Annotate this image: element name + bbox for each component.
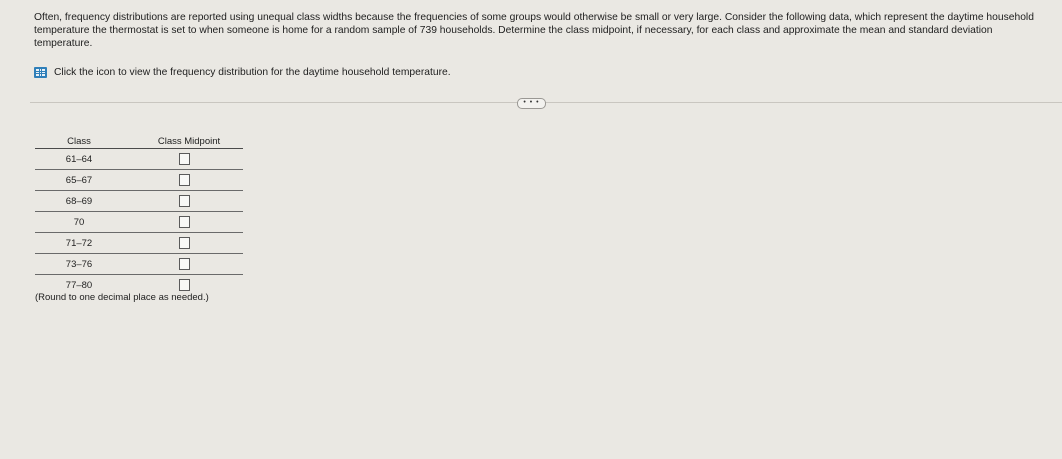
midpoint-input[interactable] (179, 174, 190, 186)
table-row (35, 170, 243, 191)
header-class: Class (67, 135, 91, 147)
icon-prompt-line (34, 66, 451, 79)
class-cell: 77–80 (65, 279, 93, 291)
table-row (35, 212, 243, 233)
class-cell: 71–72 (65, 237, 93, 249)
midpoint-table (35, 134, 243, 295)
table-row (35, 233, 243, 254)
table-row (35, 191, 243, 212)
table-row (35, 254, 243, 275)
midpoint-input[interactable] (179, 237, 190, 249)
midpoint-input[interactable] (179, 195, 190, 207)
midpoint-input[interactable] (179, 279, 190, 291)
rounding-note: (Round to one decimal place as needed.) (35, 292, 209, 303)
class-cell: 61–64 (65, 153, 93, 165)
midpoint-input[interactable] (179, 216, 190, 228)
class-cell: 73–76 (65, 258, 93, 270)
question-text: Often, frequency distributions are reported using unequal class widths because the frequencies of some groups would otherwise be small or very large. Consider the following data, which represent the daytime household temperature the thermostat is set to when someone is home for a random sample of 739 households. Determine the class midpoint, if necessary, for each class and approximate the mean and standard deviation temperature. (34, 12, 1034, 49)
table-row (35, 149, 243, 170)
more-button[interactable]: • • • (517, 98, 546, 109)
header-class-midpoint: Class Midpoint (157, 135, 221, 147)
class-cell: 65–67 (65, 174, 93, 186)
midpoint-input[interactable] (179, 153, 190, 165)
midpoint-input[interactable] (179, 258, 190, 270)
class-cell: 68–69 (65, 195, 93, 207)
class-cell: 70 (73, 216, 85, 228)
table-header (35, 134, 243, 148)
icon-prompt-text: Click the icon to view the frequency distribution for the daytime household temperature. (54, 67, 451, 78)
divider (30, 102, 1062, 103)
table-grid-icon[interactable] (34, 67, 47, 78)
